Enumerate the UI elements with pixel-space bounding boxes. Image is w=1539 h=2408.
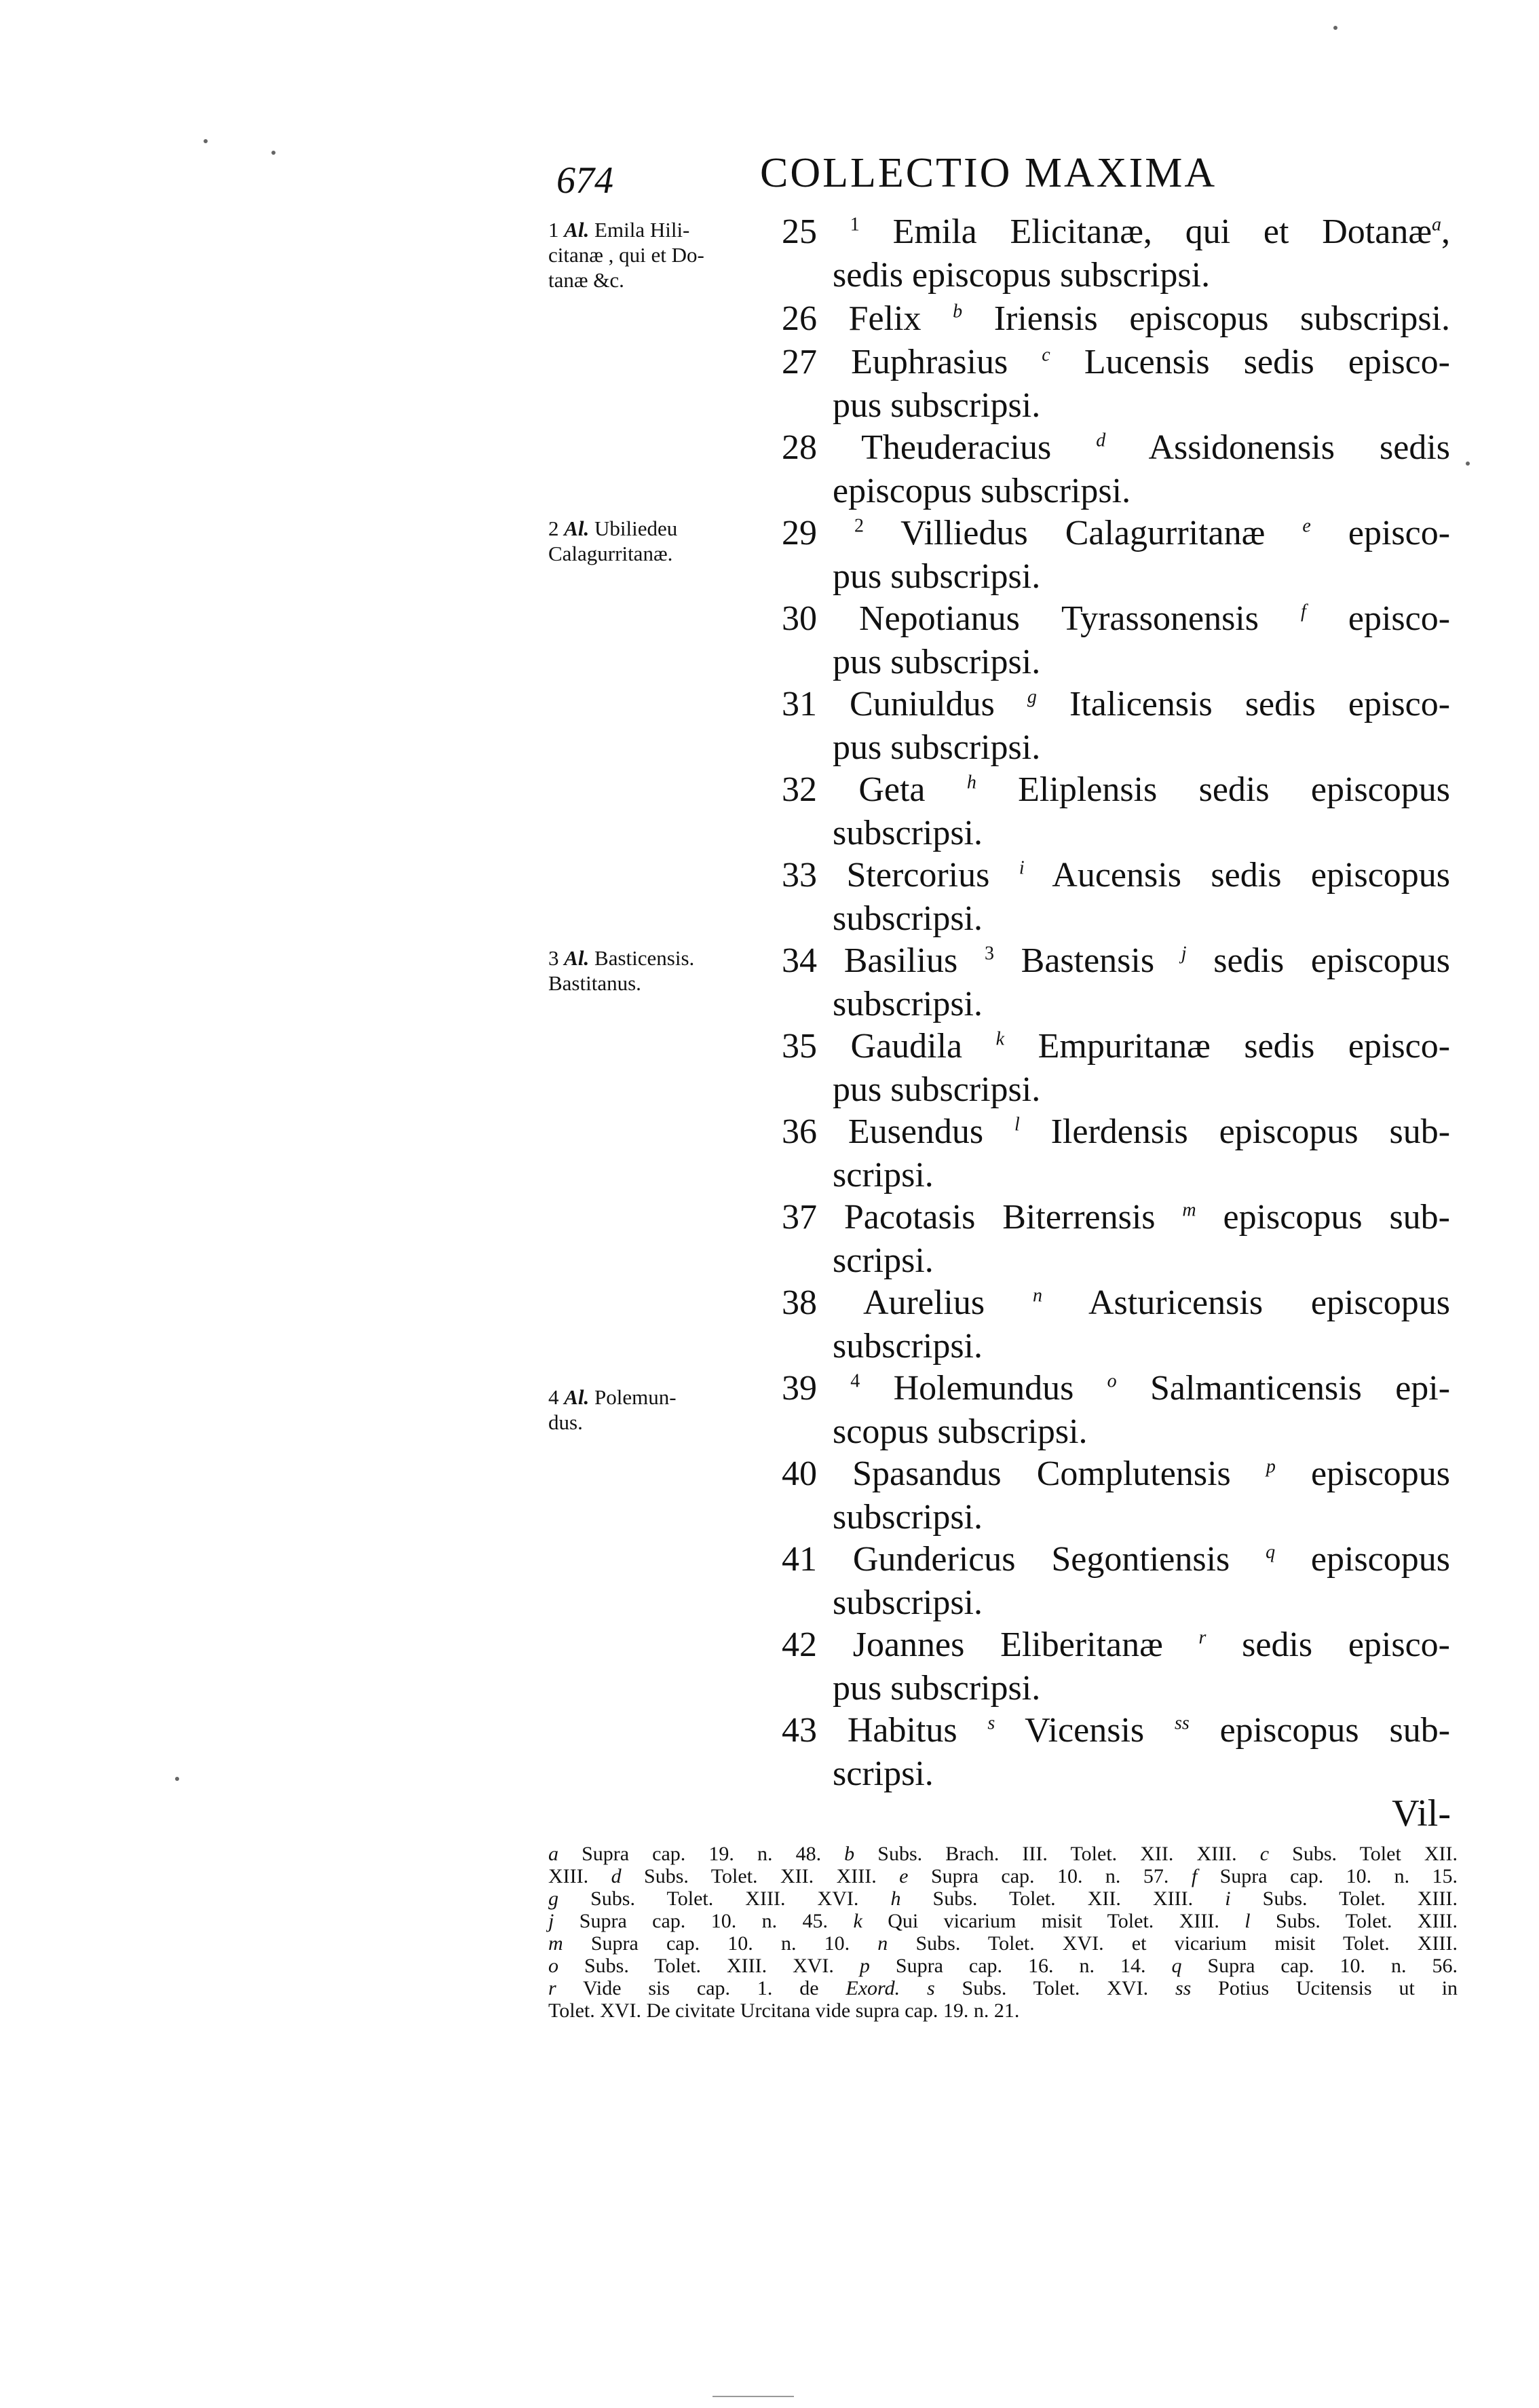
entry-42: 42 Joannes Eliberitanæ $^r$ sedis episco- pus subscripsi.	[782, 1625, 1450, 1708]
entry-36: 36 Eusendus $^l$ Ilerdensis episcopus sub- scripsi.	[782, 1112, 1451, 1194]
margin-note-3: 3 Al. Basticensis. Bastitanus.	[548, 946, 695, 995]
catchword: Vil-	[1392, 1792, 1451, 1835]
entry-37: 37 Pacotasis Biterrensis $^m$ episcopus sub- scripsi.	[782, 1198, 1450, 1280]
entry-25: 25 $^1$ Emila Elicitanæ, qui et Dotanæ$^a$, sedis episcopus subscripsi.	[782, 212, 1450, 295]
paper-speck	[271, 151, 276, 155]
entry-31: 31 Cuniuldus $^g$ Italicensis sedis episco- pus subscripsi.	[782, 685, 1451, 767]
entry-43: 43 Habitus $^s$ Vicensis $^{ss}$ episcopus sub- scripsi.	[782, 1711, 1451, 1793]
entry-38: 38 Aurelius $^n$ Asturicensis episcopus subscripsi.	[782, 1283, 1450, 1366]
entry-33: 33 Stercorius $^i$ Aucensis sedis episcopus subscripsi.	[782, 856, 1451, 938]
margin-note-2: 2 Al. Ubiliedeu Calagurritanæ.	[548, 516, 678, 565]
entry-39: 39 $^4$ Holemundus $^o$ Salmanticensis epi- scopus subscripsi.	[782, 1369, 1451, 1451]
footnote-line: j Supra cap. 10. n. 45. k Qui vicarium misit Tolet. XIII. l Subs. Tolet. XIII.	[548, 1910, 1458, 1932]
footnote-line: o Subs. Tolet. XIII. XVI. p Supra cap. 16. n. 14. q Supra cap. 10. n. 56.	[548, 1955, 1458, 1977]
paper-speck	[204, 139, 208, 143]
entry-35: 35 Gaudila $^k$ Empuritanæ sedis episco- pus subscripsi.	[782, 1027, 1451, 1109]
entry-40: 40 Spasandus Complutensis $^p$ episcopus subscripsi.	[782, 1454, 1451, 1537]
margin-note-4: 4 Al. Polemun- dus.	[548, 1385, 677, 1434]
footnote-line: Tolet. XVI. De civitate Urcitana vide supra cap. 19. n. 21.	[548, 1999, 1020, 2022]
footnote-line: XIII. d Subs. Tolet. XII. XIII. e Supra cap. 10. n. 57. f Supra cap. 10. n. 15.	[548, 1865, 1458, 1887]
entry-28: 28 Theuderacius $^d$ Assidonensis sedis episcopus subscripsi.	[782, 428, 1450, 510]
footnote-line: m Supra cap. 10. n. 10. n Subs. Tolet. XVI. et vicarium misit Tolet. XIII.	[548, 1932, 1458, 1955]
paper-speck	[175, 1777, 179, 1781]
entry-29: 29 $^2$ Villiedus Calagurritanæ $^e$ episco- pus subscripsi.	[782, 514, 1451, 596]
paper-speck	[1466, 462, 1470, 466]
footnote-line: r Vide sis cap. 1. de Exord. s Subs. Tolet. XVI. ss Potius Ucitensis ut in	[548, 1977, 1458, 1999]
page-number: 674	[556, 159, 613, 202]
footnote-line: a Supra cap. 19. n. 48. b Subs. Brach. III. Tolet. XII. XIII. c Subs. Tolet XII.	[548, 1843, 1458, 1865]
running-head: COLLECTIO MAXIMA	[760, 150, 1217, 196]
entry-41: 41 Gundericus Segontiensis $^q$ episcopus subscripsi.	[782, 1540, 1451, 1622]
entry-27: 27 Euphrasius $^c$ Lucensis sedis episco- pus subscripsi.	[782, 343, 1450, 425]
entry-32: 32 Geta $^h$ Eliplensis sedis episcopus subscripsi.	[782, 770, 1450, 852]
paper-speck	[1333, 26, 1337, 30]
entry-26: 26 Felix $^b$ Iriensis episcopus subscripsi.	[782, 299, 1451, 338]
footnote-line: g Subs. Tolet. XIII. XVI. h Subs. Tolet. XII. XIII. i Subs. Tolet. XIII.	[548, 1887, 1458, 1910]
margin-note-1: 1 Al. Emila Hili- citanæ , qui et Do- tanæ &c.	[548, 218, 704, 292]
entry-30: 30 Nepotianus Tyrassonensis $^f$ episco- pus subscripsi.	[782, 599, 1451, 681]
footnotes	[548, 1843, 1458, 2022]
bottom-rule	[712, 2396, 794, 2397]
entry-34: 34 Basilius $^3$ Bastensis $^j$ sedis episcopus subscripsi.	[782, 941, 1451, 1023]
